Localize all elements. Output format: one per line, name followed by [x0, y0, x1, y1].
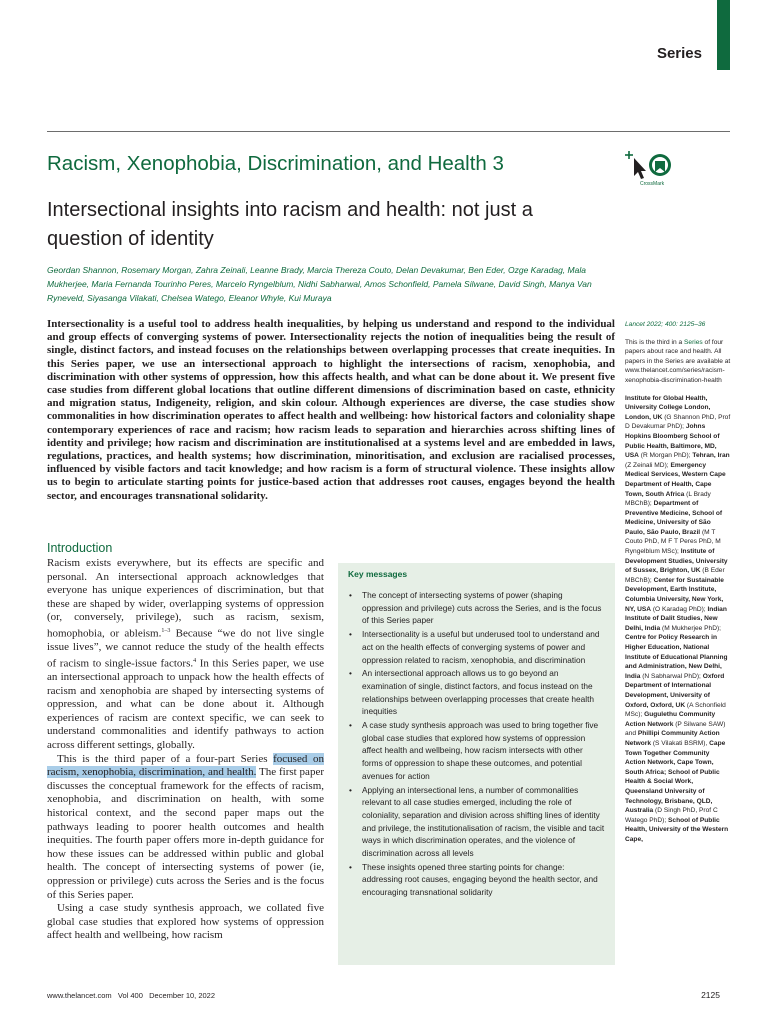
affiliation-name: Centre for Policy Research in Higher Education, National Institute of Educational Planning and Administration, New Delhi, India [625, 634, 728, 680]
key-message-item: • Applying an intersectional lens, a number of commonalities relevant to all case studies emerged, including the role of coloniality, separation and division across shifting lines of identity and privilege, the institutionalisation of racism, the visible and tacit ways in which discrimination operates, and the violence of discrimination across all levels [348, 784, 605, 860]
intro-p1-text-c: In this Series paper, we use an intersectional approach to unpack how the health effects of racism and xenophobia are shaped by intersecting systems of oppression, and what can be done about it. Although experiences of racism are context specific, we can seek to understand commonalities and identify pathways to action across different settings, globally. [47, 657, 324, 752]
affiliation-name: School of Public Health, University of the Western Cape, [625, 816, 729, 843]
affiliation-name: Tehran, Iran [692, 452, 730, 460]
affiliation-name: Emergency Medical Services, Western Cape Department of Health, Cape Town, South Africa [625, 461, 726, 498]
affiliation-name: Center for Sustainable Development, Earth Institute, Columbia University, New York, NY, USA [625, 576, 724, 613]
affiliation-authors: (M Mukherjee PhD); [660, 624, 721, 632]
affiliation-authors: (P Silwane SAW) and [625, 720, 726, 738]
intro-p2-text-b: The first paper discusses the conceptual framework for the effects of racism, xenophobia, and discrimination on health, with some historical context, and the second paper maps out the pathways leading to poorer health outcomes and health inequities. The fourth paper offers more in-depth guidance for how these issues can be addressed within public and global health. The concept of intersecting systems of power (ie, oppression or privilege) cuts across the Series and is the focus of this Series paper. [47, 766, 324, 901]
intro-p1-text: Racism exists everywhere, but its effects are specific and personal. An intersectional approach acknowledges that everyone has unique experiences of discrimination, but that these are shaped by wider, overlapping systems of oppression (or, conversely, privilege), such as racism, sexism, homophobia, or ableism. [47, 557, 324, 640]
affiliation-authors: (D Singh PhD, Prof C Watego PhD); [625, 807, 718, 824]
affiliation-authors: (L Brady MBChB); [625, 490, 711, 508]
citation-ref[interactable]: 4 [193, 657, 197, 664]
intro-paragraph-1 [47, 557, 324, 753]
affiliation-name: Institute of Development Studies, University of Sussex, Brighton, UK [625, 548, 728, 575]
series-title: Racism, Xenophobia, Discrimination, and Health 3 [47, 152, 504, 175]
affiliation-name: Phillipi Community Action Network [625, 730, 720, 747]
affiliation-authors: (S Vilakati BSRM), [651, 739, 710, 747]
affiliation-authors: (N Sabharwal PhD); [640, 672, 703, 680]
affiliation-name: Indian Institute of Dalit Studies, New Delhi, India [625, 605, 727, 632]
key-message-item: • The concept of intersecting systems of power (shaping oppression and privilege) cuts across the Series, and is the focus of this Series paper [348, 589, 605, 627]
introduction-body [47, 557, 324, 943]
intro-p1-text-b: Because “we do not live single issue lives”, we cannot reduce the study of the health effects of racism to single-issue factors. [47, 627, 324, 670]
page-number: 2125 [701, 990, 720, 1000]
affiliation-authors: (B Eder MBChB); [625, 567, 725, 584]
abstract: Intersectionality is a useful tool to address health inequalities, by helping us understand and respond to the individual and group effects of converging systems of power. Intersectionality rejects the notion of inequalities being the result of single, distinct factors, and instead focuses on the relationships between overlapping processes that create inequities. In this Series paper, we use an intersectional approach to highlight the intersections of racism, xenophobia, and discrimination with other systems of oppression, how this affects health, and what can be done about it. We present five case studies from different global locations that outline different dimensions of discrimination based on caste, ethnicity and migration status, Indigeneity, religion, and skin colour. Although experiences are diverse, the case studies show commonalities in how discrimination operates to affect health and wellbeing: how historical factors and coloniality shape contemporary experiences of race and racism; how racism leads to separation and hierarchies across shifting lines of identity and privilege; how racism and discrimination are institutionalised at a systems level and are embedded in laws, regulations, practices, and health systems; how discrimination, minoritisation, and exclusion are racialised processes, influenced by visible factors and tacit knowledge; and how racism is a form of structural violence. These insights allow us to begin to articulate starting points for justice-based action that addresses root causes, engages beyond the health sector, and encourages transnational solidarity. [47, 318, 615, 502]
margin-sidebar [625, 320, 731, 844]
header-accent-bar [717, 0, 730, 70]
key-message-item: • These insights opened three starting points for change: addressing root causes, engaging beyond the health sector, and encouraging transnational solidarity [348, 861, 605, 899]
affiliation-authors: (Z Zeinali MD); [625, 461, 671, 469]
intro-p2-text: This is the third paper of a four-part Series [57, 752, 274, 765]
series-label: Series [656, 45, 702, 62]
series-note [625, 338, 731, 386]
key-message-item: • A case study synthesis approach was used to bring together five global case studies that explored how systems of oppression affect health and wellbeing, how racism intersects with other forms of oppression to shape these outcomes, and potential avenues for action [348, 719, 605, 783]
crossmark-label: CrossMark [640, 181, 665, 187]
intro-paragraph-2 [47, 753, 324, 903]
affiliation-name: Department of Preventive Medicine, School of Medicine, University of São Paulo, São Paulo, Brazil [625, 500, 723, 536]
affiliation-name: Johns Hopkins Bloomberg School of Public Health, Baltimore, MD, USA [625, 423, 720, 460]
series-note-text: This is the third in a [625, 338, 685, 346]
affiliation-authors: (G Shannon PhD, Prof D Devakumar PhD); [625, 413, 731, 431]
key-message-item: • An intersectional approach allows us to go beyond an examination of single, distinct factors, and focus instead on the relationships between overlapping processes that create health inequities [348, 667, 605, 718]
series-link[interactable]: Series [684, 338, 703, 346]
header-divider [47, 131, 730, 132]
key-messages-list [348, 589, 605, 899]
citation-ref[interactable]: 1–3 [161, 627, 171, 634]
series-note-text-b: of four papers about race and health. All papers in the Series are available at www.thelancet.com/series/racism-xenophobia-discrimination-health [625, 338, 731, 384]
introduction-heading: Introduction [47, 541, 113, 555]
highlighted-text[interactable]: focused on racism, xenophobia, discrimination, and health. [47, 752, 324, 779]
affiliation-name: Gugulethu Community Action Network [625, 711, 716, 728]
journal-citation: Lancet 2022; 400: 2125–36 [625, 321, 706, 328]
affiliation-authors: (O Karadag PhD); [651, 605, 708, 613]
author-list: Geordan Shannon, Rosemary Morgan, Zahra Zeinali, Leanne Brady, Marcia Thereza Couto, Delan Devakumar, Ben Eder, Ozge Karadag, Mala Mukherjee, Maria Fernanda Tourinho Peres, Marcelo Ryngelblum, Nidhi Sabharwal, Amos Schonfield, Pamela Silwane, David Singh, Manya Van Ryneveld, Siyasanga Vilakati, Chelsea Watego, Eleanor Whyle, Kui Muraya [47, 265, 592, 303]
paper-title: Intersectional insights into racism and health: not just a question of identity [47, 199, 533, 250]
affiliation-authors: (A Schonfield MSc); [625, 701, 726, 719]
affiliation-name: Institute for Global Health, University College London, London, UK [625, 394, 711, 421]
affiliation-name: Oxford Department of International Development, University of Oxford, Oxford, UK [625, 672, 725, 709]
key-messages-panel [338, 563, 615, 965]
affiliation-authors: (R Morgan PhD); [638, 452, 693, 460]
intro-paragraph-3: Using a case study synthesis approach, we collated five global case studies that explored how systems of oppression affect health and wellbeing, how racism [47, 902, 324, 942]
affiliation-name: Cape Town Together Community Action Network, Cape Town, South Africa; School of Public Health & Social Work, Queensland University of Technology, Brisbane, QLD, Australia [625, 739, 726, 815]
footer-journal-info: www.thelancet.com Vol 400 December 10, 2022 [47, 991, 216, 1000]
key-message-item: • Intersectionality is a useful but underused tool to understand and act on the health effects of converging systems of power and oppression related to racism, xenophobia, and discrimination [348, 628, 605, 666]
affiliation-authors: (M T Couto PhD, M F T Peres PhD, M Ryngelblum MSc); [625, 528, 721, 556]
affiliations [625, 394, 731, 845]
key-messages-title: Key messages [348, 569, 408, 579]
